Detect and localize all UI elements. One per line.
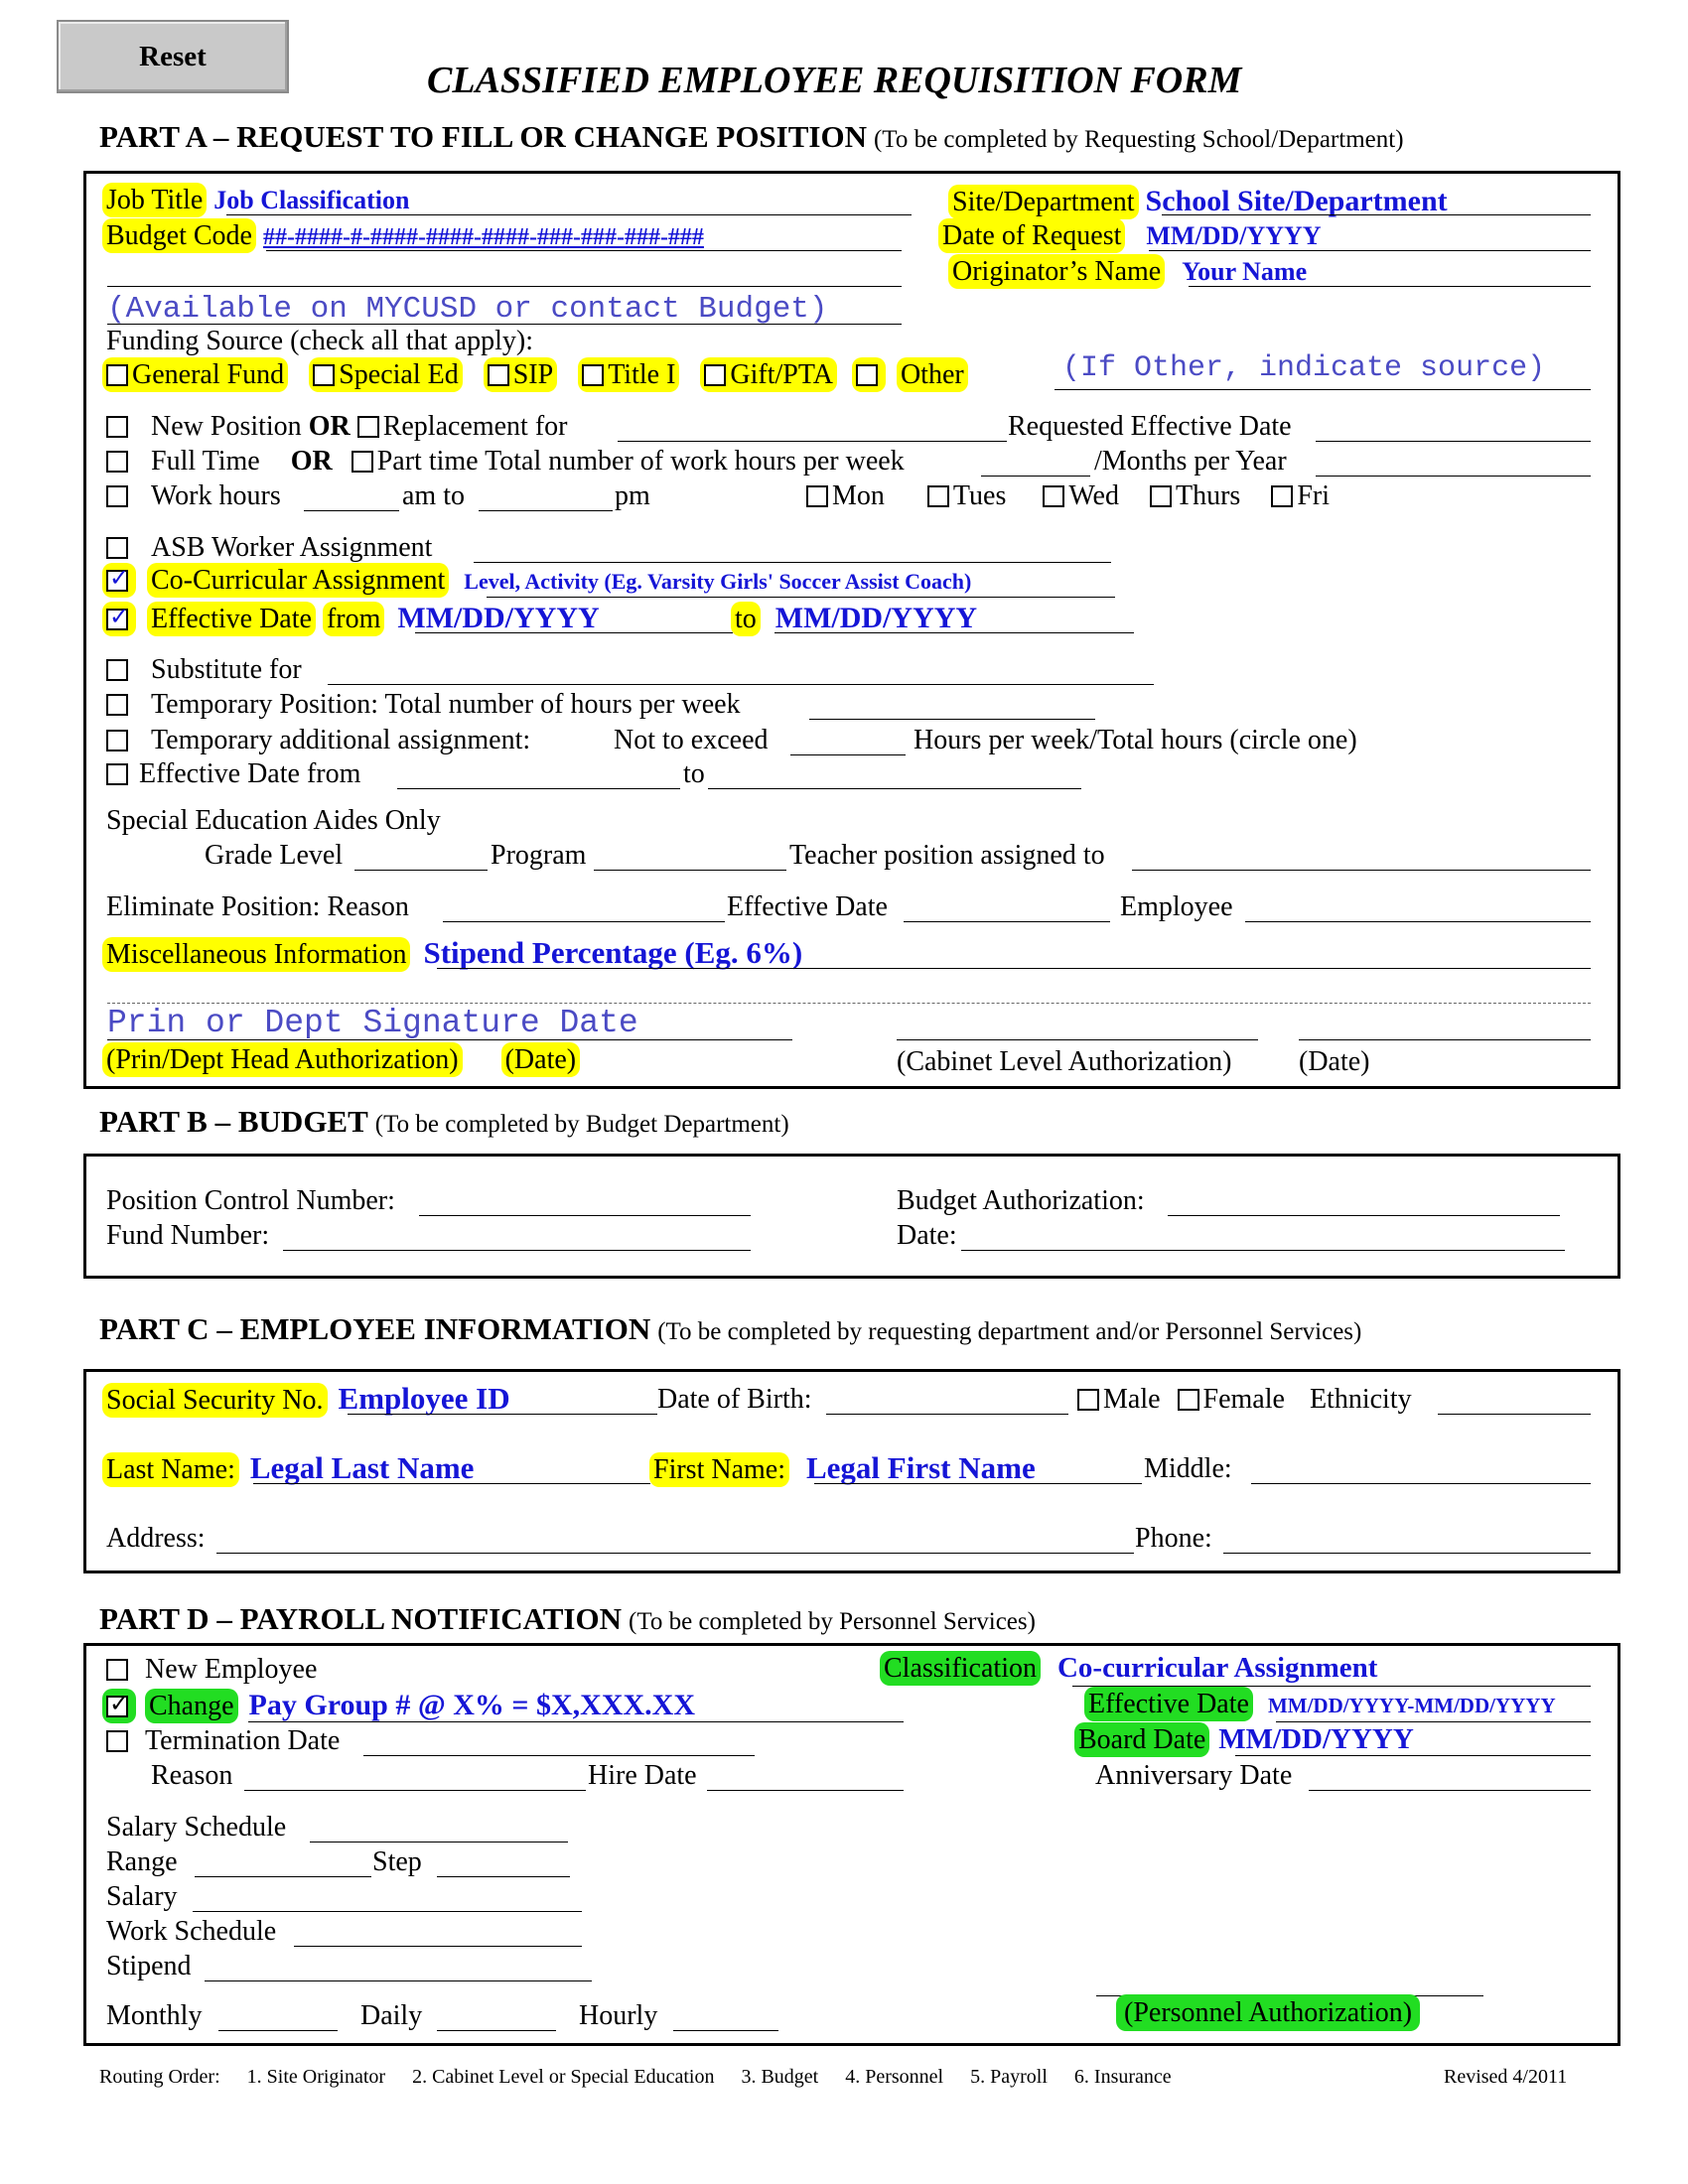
form-title: CLASSIFIED EMPLOYEE REQUISITION FORM xyxy=(427,60,1242,101)
new-position-label: New Position xyxy=(151,411,302,442)
routing-step-4: 4. Personnel xyxy=(845,2066,944,2088)
board-date-field[interactable]: MM/DD/YYYY xyxy=(1218,1723,1414,1755)
full-time-checkbox[interactable] xyxy=(106,451,128,473)
salary-label: Salary xyxy=(106,1881,178,1912)
tues-checkbox[interactable] xyxy=(927,485,949,507)
hire-date-label: Hire Date xyxy=(588,1760,697,1791)
date-of-request-field[interactable]: MM/DD/YYYY xyxy=(1146,221,1322,250)
effective-to-field[interactable]: MM/DD/YYYY xyxy=(774,602,978,634)
funding-title-i[interactable]: Title I xyxy=(578,357,679,392)
substitute-for-label: Substitute for xyxy=(151,654,302,685)
or-label: OR xyxy=(308,411,351,442)
budget-auth-label: Budget Authorization: xyxy=(897,1185,1145,1216)
new-employee-label: New Employee xyxy=(145,1654,318,1685)
female-checkbox[interactable] xyxy=(1178,1389,1199,1411)
last-name-field[interactable]: Legal Last Name xyxy=(249,1450,475,1485)
pm-label: pm xyxy=(615,480,650,511)
fri-checkbox[interactable] xyxy=(1271,485,1293,507)
change-label: Change xyxy=(145,1689,238,1723)
hourly-label: Hourly xyxy=(579,2000,658,2031)
change-checkbox[interactable] xyxy=(106,1696,128,1717)
funding-source-label: Funding Source (check all that apply): xyxy=(106,326,533,356)
cabinet-auth-label: (Cabinet Level Authorization) xyxy=(897,1046,1232,1077)
work-hours-checkbox[interactable] xyxy=(106,485,128,507)
classification-label: Classification xyxy=(880,1651,1041,1686)
routing-step-3: 3. Budget xyxy=(741,2066,819,2088)
general-fund-checkbox[interactable] xyxy=(106,364,128,386)
anniversary-date-label: Anniversary Date xyxy=(1095,1760,1293,1791)
wed-checkbox[interactable] xyxy=(1043,485,1064,507)
male-checkbox[interactable] xyxy=(1077,1389,1099,1411)
routing-order xyxy=(99,2067,1172,2087)
funding-special-ed[interactable]: Special Ed xyxy=(309,357,463,392)
routing-label: Routing Order: xyxy=(99,2066,220,2088)
fund-number-label: Fund Number: xyxy=(106,1220,270,1251)
grade-level-label: Grade Level xyxy=(205,840,344,871)
cocurricular-checkbox-wrap[interactable] xyxy=(102,563,136,598)
hours-per-week-label: Hours per week/Total hours (circle one) xyxy=(914,725,1357,755)
budget-date-label: Date: xyxy=(897,1220,957,1251)
last-name-label: Last Name: xyxy=(102,1452,239,1487)
termination-date-label: Termination Date xyxy=(145,1725,341,1756)
asb-worker-label: ASB Worker Assignment xyxy=(151,532,433,563)
cocurricular-checkbox[interactable] xyxy=(106,570,128,592)
routing-step-1: 1. Site Originator xyxy=(246,2066,386,2088)
reset-button[interactable]: Reset xyxy=(57,20,289,93)
full-time-label: Full Time xyxy=(151,446,260,477)
funding-other-label: Other xyxy=(897,357,968,392)
cocurricular-label: Co-Curricular Assignment xyxy=(147,563,449,598)
gift-pta-checkbox[interactable] xyxy=(704,364,726,386)
effective-date-2-checkbox[interactable] xyxy=(106,763,128,785)
mon-checkbox[interactable] xyxy=(806,485,828,507)
substitute-checkbox[interactable] xyxy=(106,659,128,681)
funding-options xyxy=(102,361,968,389)
temporary-additional-label: Temporary additional assignment: xyxy=(151,725,531,755)
change-field[interactable]: Pay Group # @ X% = $X,XXX.XX xyxy=(248,1689,695,1721)
program-label: Program xyxy=(491,840,587,871)
male-label: Male xyxy=(1103,1384,1161,1415)
phone-label: Phone: xyxy=(1135,1523,1212,1554)
misc-info-label: Miscellaneous Information xyxy=(102,937,410,972)
funding-sip[interactable]: SIP xyxy=(484,357,557,392)
site-department-label: Site/Department xyxy=(948,185,1139,219)
replacement-for-label: Replacement for xyxy=(382,411,568,442)
originator-name-field[interactable]: Your Name xyxy=(1182,257,1308,286)
effective-date-from-label: Effective Date from xyxy=(139,758,361,789)
part-time-checkbox[interactable] xyxy=(352,451,373,473)
part-c-heading: PART C – EMPLOYEE INFORMATION (To be completed by requesting department and/or Personnel Services) xyxy=(99,1311,1362,1346)
ssn-field[interactable]: Employee ID xyxy=(338,1381,510,1416)
funding-other-checkbox-wrap[interactable] xyxy=(852,357,886,392)
effective-from-field[interactable]: MM/DD/YYYY xyxy=(397,602,600,634)
budget-code-label: Budget Code xyxy=(102,218,256,253)
female-label: Female xyxy=(1202,1384,1285,1415)
job-title-field[interactable]: Job Classification xyxy=(213,186,410,214)
routing-step-2: 2. Cabinet Level or Special Education xyxy=(412,2066,715,2088)
part-a-heading: PART A – REQUEST TO FILL OR CHANGE POSITION (To be completed by Requesting School/Department) xyxy=(99,119,1404,154)
cocurricular-field[interactable]: Level, Activity (Eg. Varsity Girls' Soccer Assist Coach) xyxy=(464,569,972,594)
sped-aides-label: Special Education Aides Only xyxy=(106,805,441,836)
position-control-label: Position Control Number: xyxy=(106,1185,395,1216)
classification-field[interactable]: Co-curricular Assignment xyxy=(1056,1652,1378,1684)
personnel-auth-label: (Personnel Authorization) xyxy=(1116,1994,1420,2031)
range-label: Range xyxy=(106,1846,178,1877)
signature-field[interactable]: Prin or Dept Signature Date xyxy=(107,1005,638,1041)
middle-label: Middle: xyxy=(1144,1453,1232,1484)
budget-hint: (Available on MYCUSD or contact Budget) xyxy=(107,292,828,327)
temporary-position-label: Temporary Position: Total number of hours per week xyxy=(151,689,741,720)
requested-effective-date-label: Requested Effective Date xyxy=(1008,411,1292,442)
first-name-label: First Name: xyxy=(649,1452,789,1487)
replacement-checkbox[interactable] xyxy=(357,416,379,438)
temporary-additional-checkbox[interactable] xyxy=(106,730,128,751)
change-checkbox-wrap[interactable] xyxy=(102,1689,136,1723)
routing-step-5: 5. Payroll xyxy=(970,2066,1048,2088)
prin-date-label: (Date) xyxy=(501,1042,581,1077)
thurs-checkbox[interactable] xyxy=(1150,485,1172,507)
step-label: Step xyxy=(372,1846,422,1877)
title-i-checkbox[interactable] xyxy=(582,364,604,386)
misc-info-field[interactable]: Stipend Percentage (Eg. 6%) xyxy=(423,935,803,970)
part-b-box xyxy=(83,1154,1620,1279)
job-title-label: Job Title xyxy=(102,183,207,217)
monthly-label: Monthly xyxy=(106,2000,203,2031)
part-d-heading: PART D – PAYROLL NOTIFICATION (To be completed by Personnel Services) xyxy=(99,1601,1036,1636)
other-checkbox[interactable] xyxy=(856,364,878,386)
effective-date-d-field[interactable]: MM/DD/YYYY-MM/DD/YYYY xyxy=(1267,1694,1556,1717)
or-label-2: OR xyxy=(290,446,333,477)
temporary-position-checkbox[interactable] xyxy=(106,694,128,716)
effective-date-checkbox-wrap[interactable] xyxy=(102,602,136,636)
cabinet-date-label: (Date) xyxy=(1299,1046,1370,1077)
board-date-label: Board Date xyxy=(1074,1722,1209,1757)
budget-code-field[interactable]: ##-####-#-####-####-####-###-###-###-### xyxy=(263,224,704,250)
from-label: from xyxy=(323,602,384,636)
to-label: to xyxy=(731,602,761,636)
ethnicity-label: Ethnicity xyxy=(1309,1384,1412,1415)
part-d-subheading: (To be completed by Personnel Services) xyxy=(629,1608,1036,1635)
part-b-heading: PART B – BUDGET (To be completed by Budget Department) xyxy=(99,1104,789,1139)
special-ed-checkbox[interactable] xyxy=(313,364,335,386)
effective-date-checkbox[interactable] xyxy=(106,609,128,630)
funding-other-field[interactable]: (If Other, indicate source) xyxy=(1062,351,1546,385)
daily-label: Daily xyxy=(360,2000,423,2031)
to-plain-label: to xyxy=(683,758,705,789)
prin-auth-label: (Prin/Dept Head Authorization) xyxy=(102,1042,463,1077)
am-to-label: am to xyxy=(402,480,465,511)
originator-name-label: Originator’s Name xyxy=(948,254,1165,289)
address-label: Address: xyxy=(106,1523,206,1554)
new-employee-checkbox[interactable] xyxy=(106,1659,128,1681)
dob-label: Date of Birth: xyxy=(657,1384,812,1415)
revised-date: Revised 4/2011 xyxy=(1444,2066,1568,2088)
part-a-subheading: (To be completed by Requesting School/Department) xyxy=(873,126,1404,153)
eliminate-position-label: Eliminate Position: Reason xyxy=(106,891,409,922)
months-per-year-label: /Months per Year xyxy=(1094,446,1287,477)
site-department-field[interactable]: School Site/Department xyxy=(1145,185,1448,217)
routing-step-6: 6. Insurance xyxy=(1073,2066,1172,2088)
funding-general-fund[interactable]: General Fund xyxy=(102,357,288,392)
sip-checkbox[interactable] xyxy=(488,364,509,386)
work-schedule-label: Work Schedule xyxy=(106,1916,277,1947)
part-b-subheading: (To be completed by Budget Department) xyxy=(374,1111,789,1138)
employee-label: Employee xyxy=(1120,891,1233,922)
teacher-position-label: Teacher position assigned to xyxy=(789,840,1105,871)
work-hours-label: Work hours xyxy=(151,480,281,511)
ssn-label: Social Security No. xyxy=(102,1383,328,1418)
part-c-subheading: (To be completed by requesting department and/or Personnel Services) xyxy=(657,1318,1362,1345)
effective-date-d-label: Effective Date xyxy=(1084,1687,1253,1721)
new-position-checkbox[interactable] xyxy=(106,416,128,438)
asb-worker-checkbox[interactable] xyxy=(106,537,128,559)
eliminate-effective-label: Effective Date xyxy=(727,891,888,922)
date-of-request-label: Date of Request xyxy=(938,218,1125,253)
days-checkboxes: Mon Tues Wed Thurs Fri xyxy=(806,482,1330,510)
not-to-exceed-label: Not to exceed xyxy=(614,725,769,755)
funding-gift-pta[interactable]: Gift/PTA xyxy=(700,357,837,392)
termination-checkbox[interactable] xyxy=(106,1730,128,1752)
effective-date-label: Effective Date xyxy=(147,602,316,636)
reason-label: Reason xyxy=(151,1760,233,1791)
first-name-field[interactable]: Legal First Name xyxy=(806,1450,1036,1485)
stipend-label: Stipend xyxy=(106,1951,192,1981)
salary-schedule-label: Salary Schedule xyxy=(106,1812,287,1843)
part-time-label: Part time Total number of work hours per week xyxy=(376,446,905,477)
